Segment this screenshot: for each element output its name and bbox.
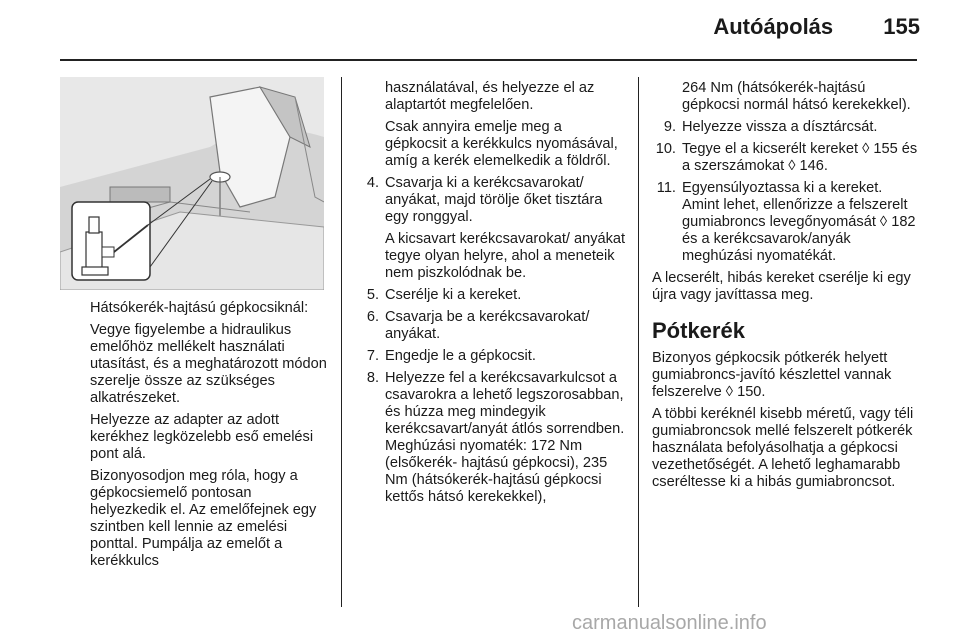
list-number: 8.	[366, 370, 379, 386]
list-number: 11.	[656, 180, 676, 196]
paragraph: Bizonyosodjon meg róla, hogy a gépkocsiemelő pontosan helyezkedik el. Az emelőfejnek egy szintben kell lennie az emelési ponttal. Pumpálja az emelőt a kerékkulcs	[90, 468, 317, 569]
list-item	[359, 309, 627, 343]
list-number: 10.	[655, 141, 676, 157]
column-1	[90, 300, 330, 575]
paragraph: A kicsavart kerékcsavarokat/ anyákat tegye olyan helyre, ahol a meneteik nem piszkolódnak be.	[385, 231, 626, 281]
jack-illustration	[60, 77, 324, 290]
list-text: Engedje le a gépkocsit.	[385, 348, 536, 364]
list-number: 6.	[366, 309, 379, 325]
paragraph: A többi keréknél kisebb méretű, vagy téli gumiabroncsok mellé felszerelt pótkerék használata befolyásolhatja a gépkocsi vezethetőségét. A lehető leghamarabb cseréltesse ki a hibás gumiabroncsot.	[652, 406, 914, 490]
list-text: Csavarja be a kerékcsavarokat/ anyákat.	[385, 309, 590, 342]
list-item	[359, 370, 627, 506]
list-text: Egyensúlyoztassa ki a kereket. Amint lehet, ellenőrizze a felszerelt gumiabroncs levegőnyomását ◊ 182 és a kerékcsavarok/anyák meghúzási nyomatékát.	[682, 180, 916, 264]
paragraph: használatával, és helyezze el az alaptartót megfelelően.	[385, 80, 595, 113]
list-item	[652, 119, 920, 136]
list-item	[652, 141, 920, 175]
list-text: Helyezze fel a kerékcsavarkulcsot a csavarokra a lehető legszorosabban, és húzza meg mindegyik kerékcsavart/anyát átlós sorrendben. Meghúzási nyomaték: 172 Nm (elsőkerék- hajtású gépkocsi), 235 Nm (hátsókerék-hajtású gépkocsi kettős hátsó kerekekkel),	[385, 370, 625, 505]
paragraph: Bizonyos gépkocsik pótkerék helyett gumiabroncs-javító készlettel vannak felszerelve ◊ 150.	[652, 350, 892, 400]
list-number: 5.	[366, 287, 379, 303]
page-title: Autóápolás	[713, 14, 834, 39]
paragraph: Hátsókerék-hajtású gépkocsiknál:	[90, 300, 309, 316]
list-number: 9.	[663, 119, 676, 135]
paragraph: Vegye figyelembe a hidraulikus emelőhöz mellékelt használati utasítást, és a meghatározott módon szerelje össze az szükséges alkatrészeket.	[90, 322, 327, 406]
paragraph: Csak annyira emelje meg a gépkocsit a kerékkulcs nyomásával, amíg a kerék elemelkedik a földről.	[385, 119, 618, 169]
section-title: Pótkerék	[652, 318, 745, 343]
column-2	[359, 80, 627, 511]
column-3	[652, 80, 920, 496]
list-number: 4.	[366, 175, 379, 191]
page-number: 155	[883, 14, 920, 39]
column-divider	[638, 77, 639, 607]
paragraph: A lecserélt, hibás kereket cserélje ki egy újra vagy javíttassa meg.	[652, 270, 911, 303]
list-item	[359, 287, 627, 304]
list-item	[652, 180, 920, 265]
list-item	[359, 175, 627, 226]
list-item	[359, 348, 627, 365]
list-text: Tegye el a kicserélt kereket ◊ 155 és a szerszámokat ◊ 146.	[682, 141, 918, 174]
page-header	[713, 14, 920, 40]
watermark: carmanualsonline.info	[572, 612, 767, 634]
list-text: Helyezze vissza a dísztárcsát.	[682, 119, 878, 135]
list-text: Cserélje ki a kereket.	[385, 287, 522, 303]
paragraph: Helyezze az adapter az adott kerékhez legközelebb eső emelési pont alá.	[90, 412, 314, 462]
list-number: 7.	[366, 348, 379, 364]
paragraph: 264 Nm (hátsókerék-hajtású gépkocsi normál hátsó kerekekkel).	[682, 80, 911, 113]
column-divider	[341, 77, 342, 607]
list-text: Csavarja ki a kerékcsavarokat/ anyákat, majd törölje őket tisztára egy ronggyal.	[385, 175, 603, 225]
header-rule	[60, 59, 917, 61]
